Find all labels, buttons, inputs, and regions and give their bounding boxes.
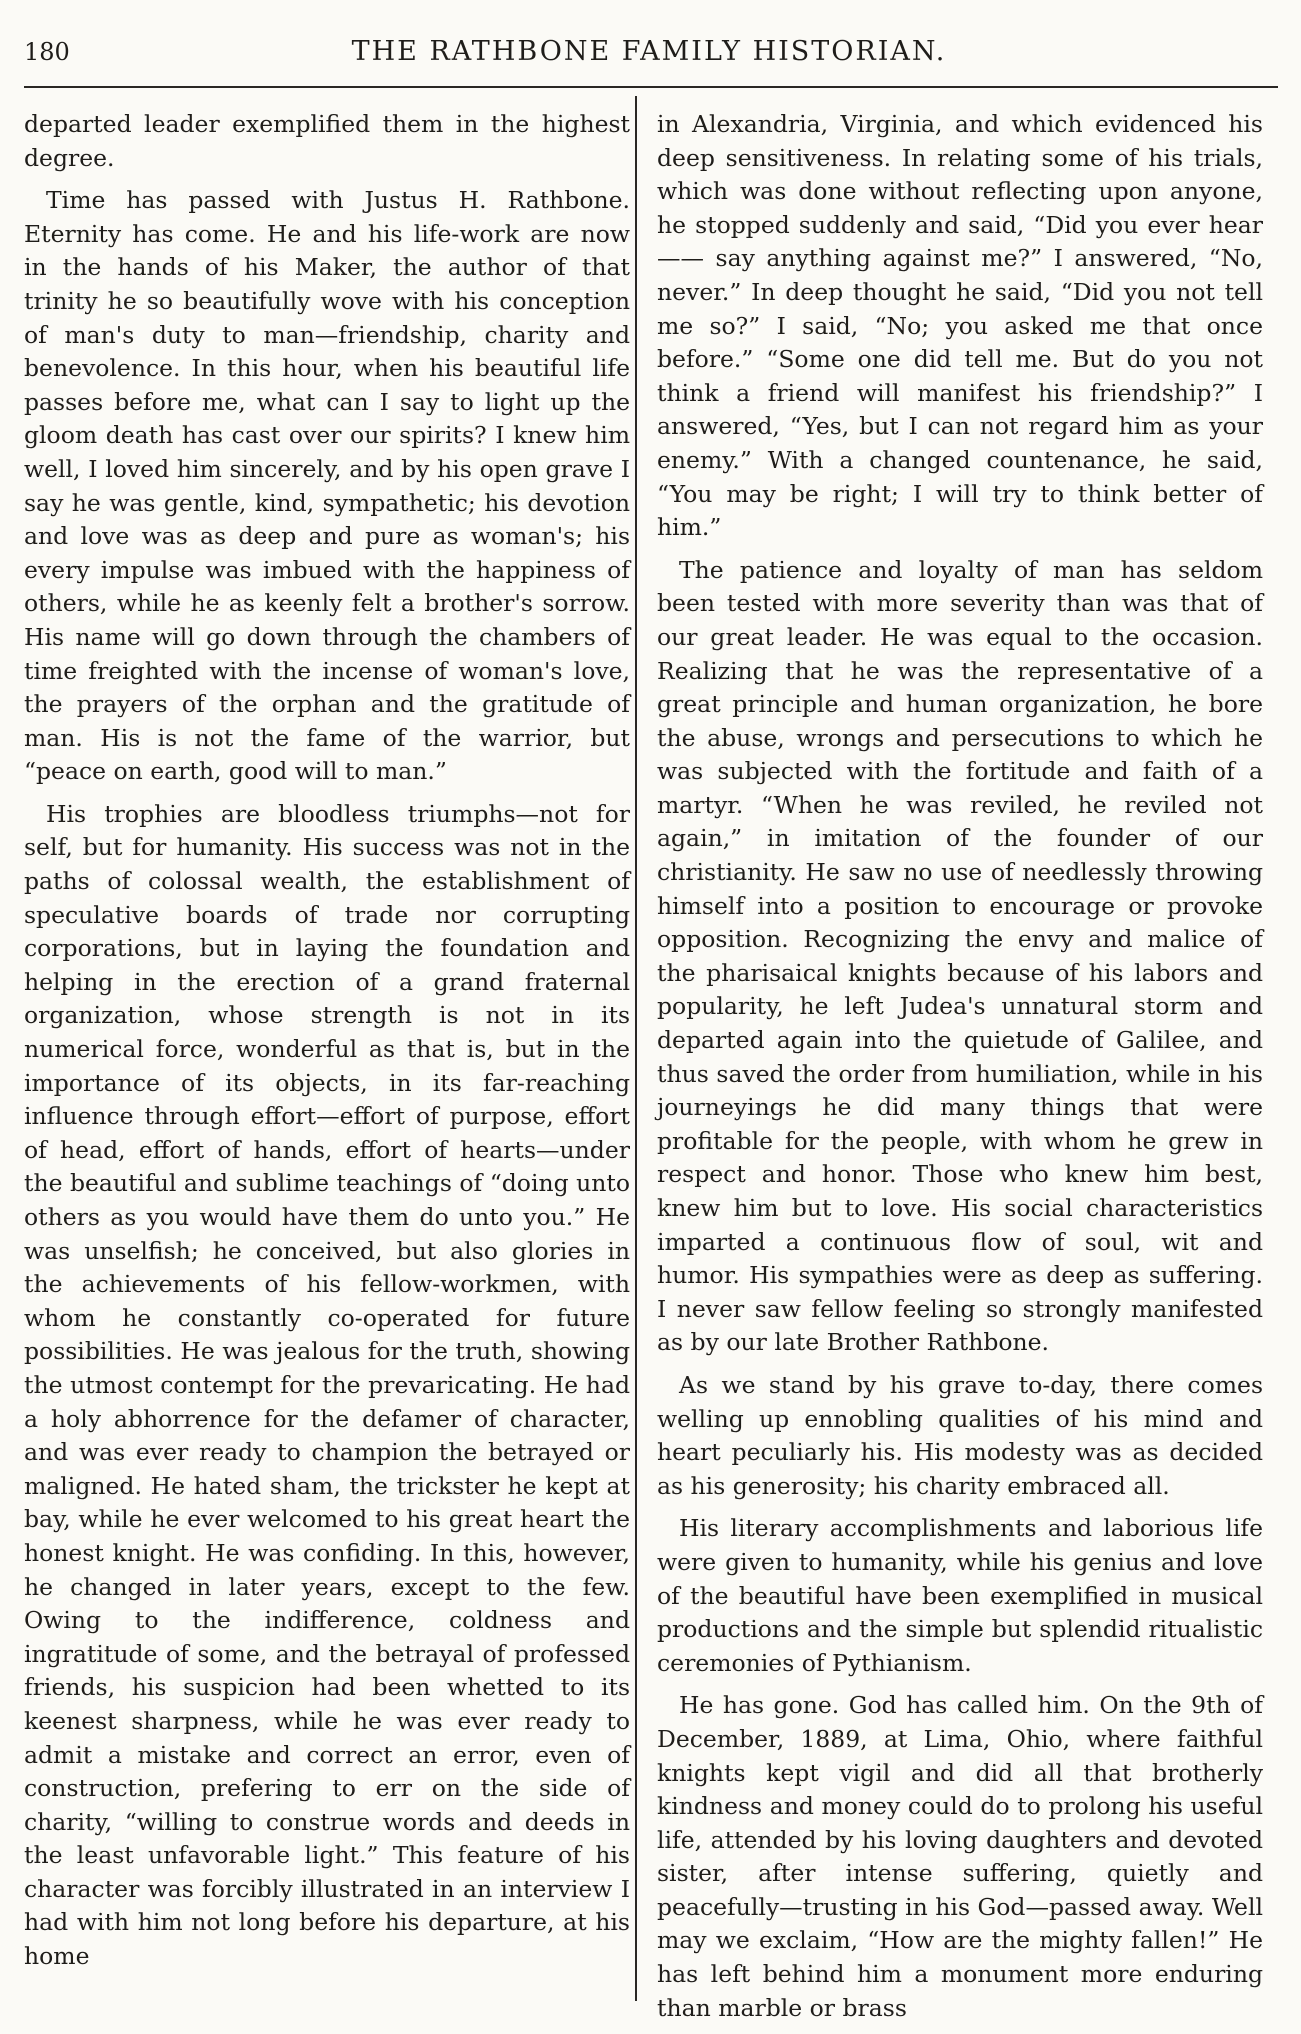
column-divider (635, 96, 637, 2001)
paragraph: His trophies are bloodless triumphs—not for self, but for humanity. His success was not in the paths of colossal wealth, the establishment of speculative boards of trade nor corrupting corporations, but in laying the foundation and helping in the erection of a grand fraternal organization, whose strength is not in its numerical force, wonderful as that is, but in the importance of its objects, in its far-reaching influence through effort—effort of purpose, effort of head, effort of hands, effort of hearts—under the beautiful and sublime teachings of “doing unto others as you would have them do unto you.” He was unselfish; he conceived, but also glories in the achievements of his fellow-workmen, with whom he constantly co-operated for future possibilities. He was jealous for the truth, showing the utmost contempt for the prevaricating. He had a holy abhorrence for the defamer of character, and was ever ready to champion the betrayed or maligned. He hated sham, the trickster he kept at bay, while he ever welcomed to his great heart the honest knight. He was confiding. In this, however, he changed in later years, except to the few. Owing to the indifference, coldness and ingratitude of some, and the betrayal of professed friends, his suspicion had been whetted to its keenest sharpness, while he was ever ready to admit a mistake and correct an error, even of construction, prefering to err on the side of charity, “willing to construe words and deeds in the least unfavorable light.” This feature of his character was forcibly illustrated in an interview I had with him not long before his departure, at his home (24, 799, 630, 1971)
paragraph: His literary accomplishments and laborious life were given to humanity, while his genius and love of the beautiful have been exemplified in musical productions and the simple but splendid ritualistic ceremonies of Pythianism. (657, 1514, 1263, 1677)
paragraph: He has gone. God has called him. On the 9th of December, 1889, at Lima, Ohio, where faithful knights kept vigil and did all that brotherly kindness and money could do to prolong his useful life, attended by his loving daughters and devoted sister, after intense suffering, quietly and peacefully—trusting in his God—passed away. Well may we exclaim, “How are the mighty fallen!” He has left behind him a monument more enduring than marble or brass (657, 1691, 1263, 2022)
running-title: THE RATHBONE FAMILY HISTORIAN. (351, 36, 947, 67)
paragraph: The patience and loyalty of man has seldom been tested with more severity than was that of our great leader. He was equal to the occasion. Realizing that he was the representative of a great principle and human organization, he bore the abuse, wrongs and persecutions to which he was subjected with the fortitude and faith of a martyr. “When he was reviled, he reviled not again,” in imitation of the founder of our christianity. He saw no use of needlessly throwing himself into a position to encourage or provoke opposition. Recognizing the envy and malice of the pharisaical knights because of his labors and popularity, he left Judea's unnatural storm and departed again into the quietude of Galilee, and thus saved the order from humiliation, while in his journeyings he did many things that were profitable for the people, with whom he grew in respect and honor. Those who knew him best, knew him but to love. His social characteristics imparted a continuous flow of soul, wit and humor. His sympathies were as deep as suffering. I never saw fellow feeling so strongly manifested as by our late Brother Rathbone. (657, 555, 1263, 1357)
right-column (657, 108, 1263, 2034)
paragraph: Time has passed with Justus H. Rathbone. Eternity has come. He and his life-work are now in the hands of his Maker, the author of that trinity he so beautifully wove with his conception of man's duty to man—friendship, charity and benevolence. In this hour, when his beautiful life passes before me, what can I say to light up the gloom death has cast over our spirits? I knew him well, I loved him sincerely, and by his open grave I say he was gentle, kind, sympathetic; his devotion and love was as deep and pure as woman's; his every impulse was imbued with the happiness of others, while he as keenly felt a brother's sorrow. His name will go down through the chambers of time freighted with the incense of woman's love, the prayers of the orphan and the gratitude of man. His is not the fame of the warrior, but “peace on earth, good will to man.” (24, 186, 630, 786)
paragraph: As we stand by his grave to-day, there comes welling up ennobling qualities of his mind and heart peculiarly his. His modesty was as decided as his generosity; his charity embraced all. (657, 1370, 1263, 1500)
paragraph: departed leader exemplified them in the highest degree. (24, 110, 630, 172)
page-header (24, 36, 1274, 76)
left-column (24, 108, 630, 1983)
paragraph: in Alexandria, Virginia, and which evidenced his deep sensitiveness. In relating some of his trials, which was done without reflecting upon anyone, he stopped suddenly and said, “Did you ever hear —— say anything against me?” I answered, “No, never.” In deep thought he said, “Did you not tell me so?” I said, “No; you asked me that once before.” “Some one did tell me. But do you not think a friend will manifest his friendship?” I answered, “Yes, but I can not regard him as your enemy.” With a changed countenance, he said, “You may be right; I will try to think better of him.” (657, 110, 1263, 542)
page-number: 180 (24, 38, 70, 66)
header-rule (24, 86, 1278, 88)
